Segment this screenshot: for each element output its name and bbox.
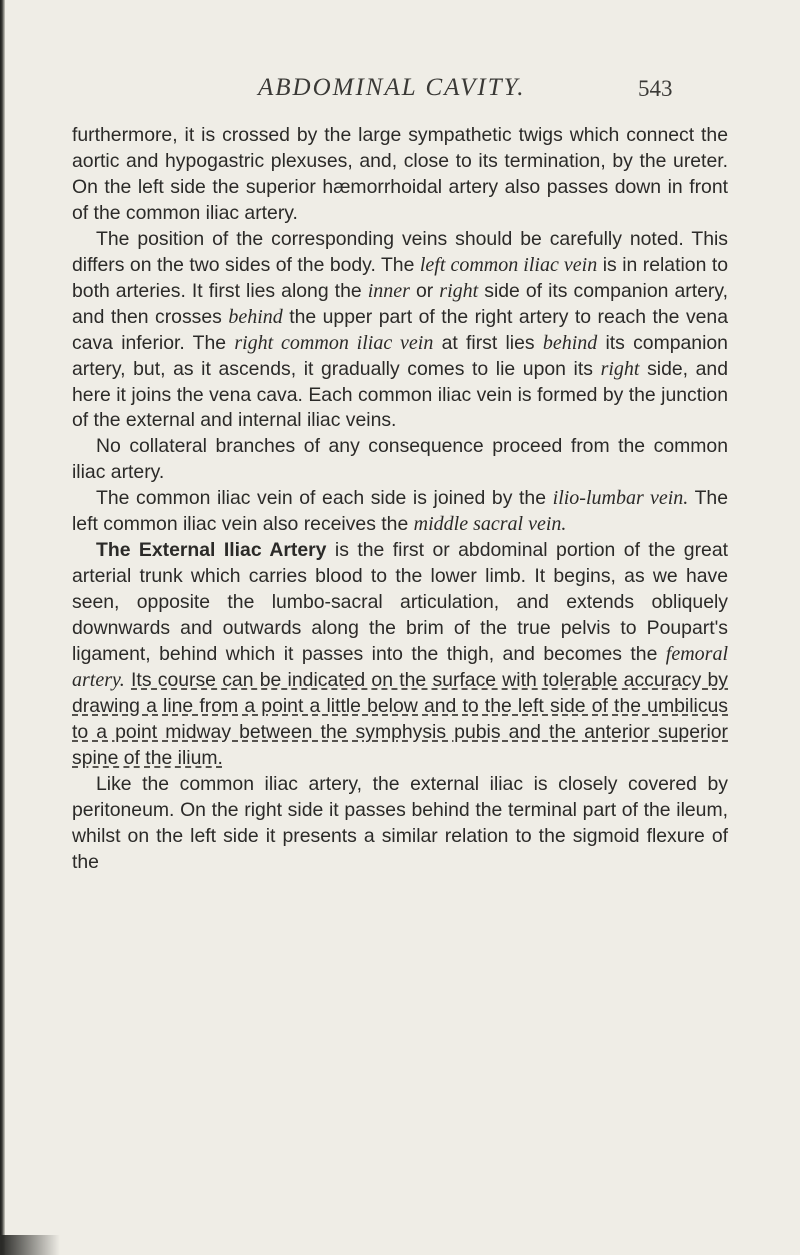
body-text: [72, 123, 728, 876]
paragraph-4-text-a: The common iliac vein of each side is joined by the: [96, 487, 553, 510]
paragraph-5: [72, 538, 728, 772]
term-behind-2: behind: [542, 331, 598, 354]
term-inner: inner: [367, 279, 410, 302]
paragraph-2-text-k: at first lies: [433, 331, 543, 354]
paragraph-4-text-c: The left common iliac vein also receives the: [72, 487, 729, 536]
paragraph-6: Like the common iliac artery, the external iliac is closely covered by peritoneum. On the right side it passes behind the terminal part of the ileum, whilst on the left side it presents a similar relation to the sigmoid flexure of the: [72, 772, 728, 873]
term-ilio-lumbar-vein: ilio-lumbar vein.: [552, 487, 689, 510]
paragraph-2: [72, 227, 728, 435]
heading-external-iliac-artery: The External Iliac Artery: [96, 539, 327, 562]
paragraph-2-text-m: its companion artery, but, as it ascends, it gradually comes to lie upon its: [72, 331, 728, 380]
term-middle-sacral-vein: middle sacral vein.: [413, 513, 567, 536]
term-femoral-artery: femoral artery.: [72, 643, 728, 692]
paragraph-2-text-g: side of its companion artery, and then crosses: [72, 279, 728, 328]
paragraph-2-text-a: The position of the corresponding veins should be carefully noted. This differs on the two sides of the body. The: [72, 227, 728, 276]
running-head: ABDOMINAL CAVITY.: [258, 74, 526, 101]
paragraph-2-text-c: is in relation to both arteries. It first lies along the: [72, 253, 728, 302]
term-right-2: right: [600, 357, 640, 380]
term-right: right: [439, 279, 479, 302]
paragraph-4: [72, 486, 728, 538]
term-behind: behind: [228, 305, 283, 328]
paragraph-2-text-i: the upper part of the right artery to reach the vena cava inferior. The: [72, 305, 728, 354]
paragraph-2-text-e: or: [409, 279, 440, 302]
page-corner-shadow: [0, 1235, 60, 1255]
term-left-common-iliac-vein: left common iliac vein: [419, 253, 598, 276]
underlined-surface-marking: Its course can be indicated on the surface with tolerable accuracy by drawing a line from a point a little below and to the left side of the umbilicus to a point midway between the symphysis pubis and the anterior superior spine of the ilium.: [72, 669, 728, 769]
paragraph-3: No collateral branches of any consequence proceed from the common iliac artery.: [72, 435, 728, 484]
paragraph-5-text-b: is the first or abdominal portion of the great arterial trunk which carries blood to the lower limb. It begins, as we have seen, opposite the lumbo-sacral articulation, and extends obliquely downwards and outwards along the brim of the true pelvis to Poupart's ligament, behind which it passes into the thigh, and becomes the: [72, 539, 728, 666]
term-right-common-iliac-vein: right common iliac vein: [234, 331, 434, 354]
page-binding-edge: [0, 0, 5, 1255]
page-header: [0, 74, 800, 114]
page-number: 543: [638, 76, 673, 101]
paragraph-1: furthermore, it is crossed by the large sympathetic twigs which connect the aortic and hypogastric plexuses, and, close to its termination, by the ureter. On the left side the superior hæmorrhoidal artery also passes down in front of the common iliac artery.: [72, 124, 728, 224]
paragraph-2-text-o: side, and here it joins the vena cava. Each common iliac vein is formed by the junction of the external and internal iliac veins.: [72, 357, 728, 432]
